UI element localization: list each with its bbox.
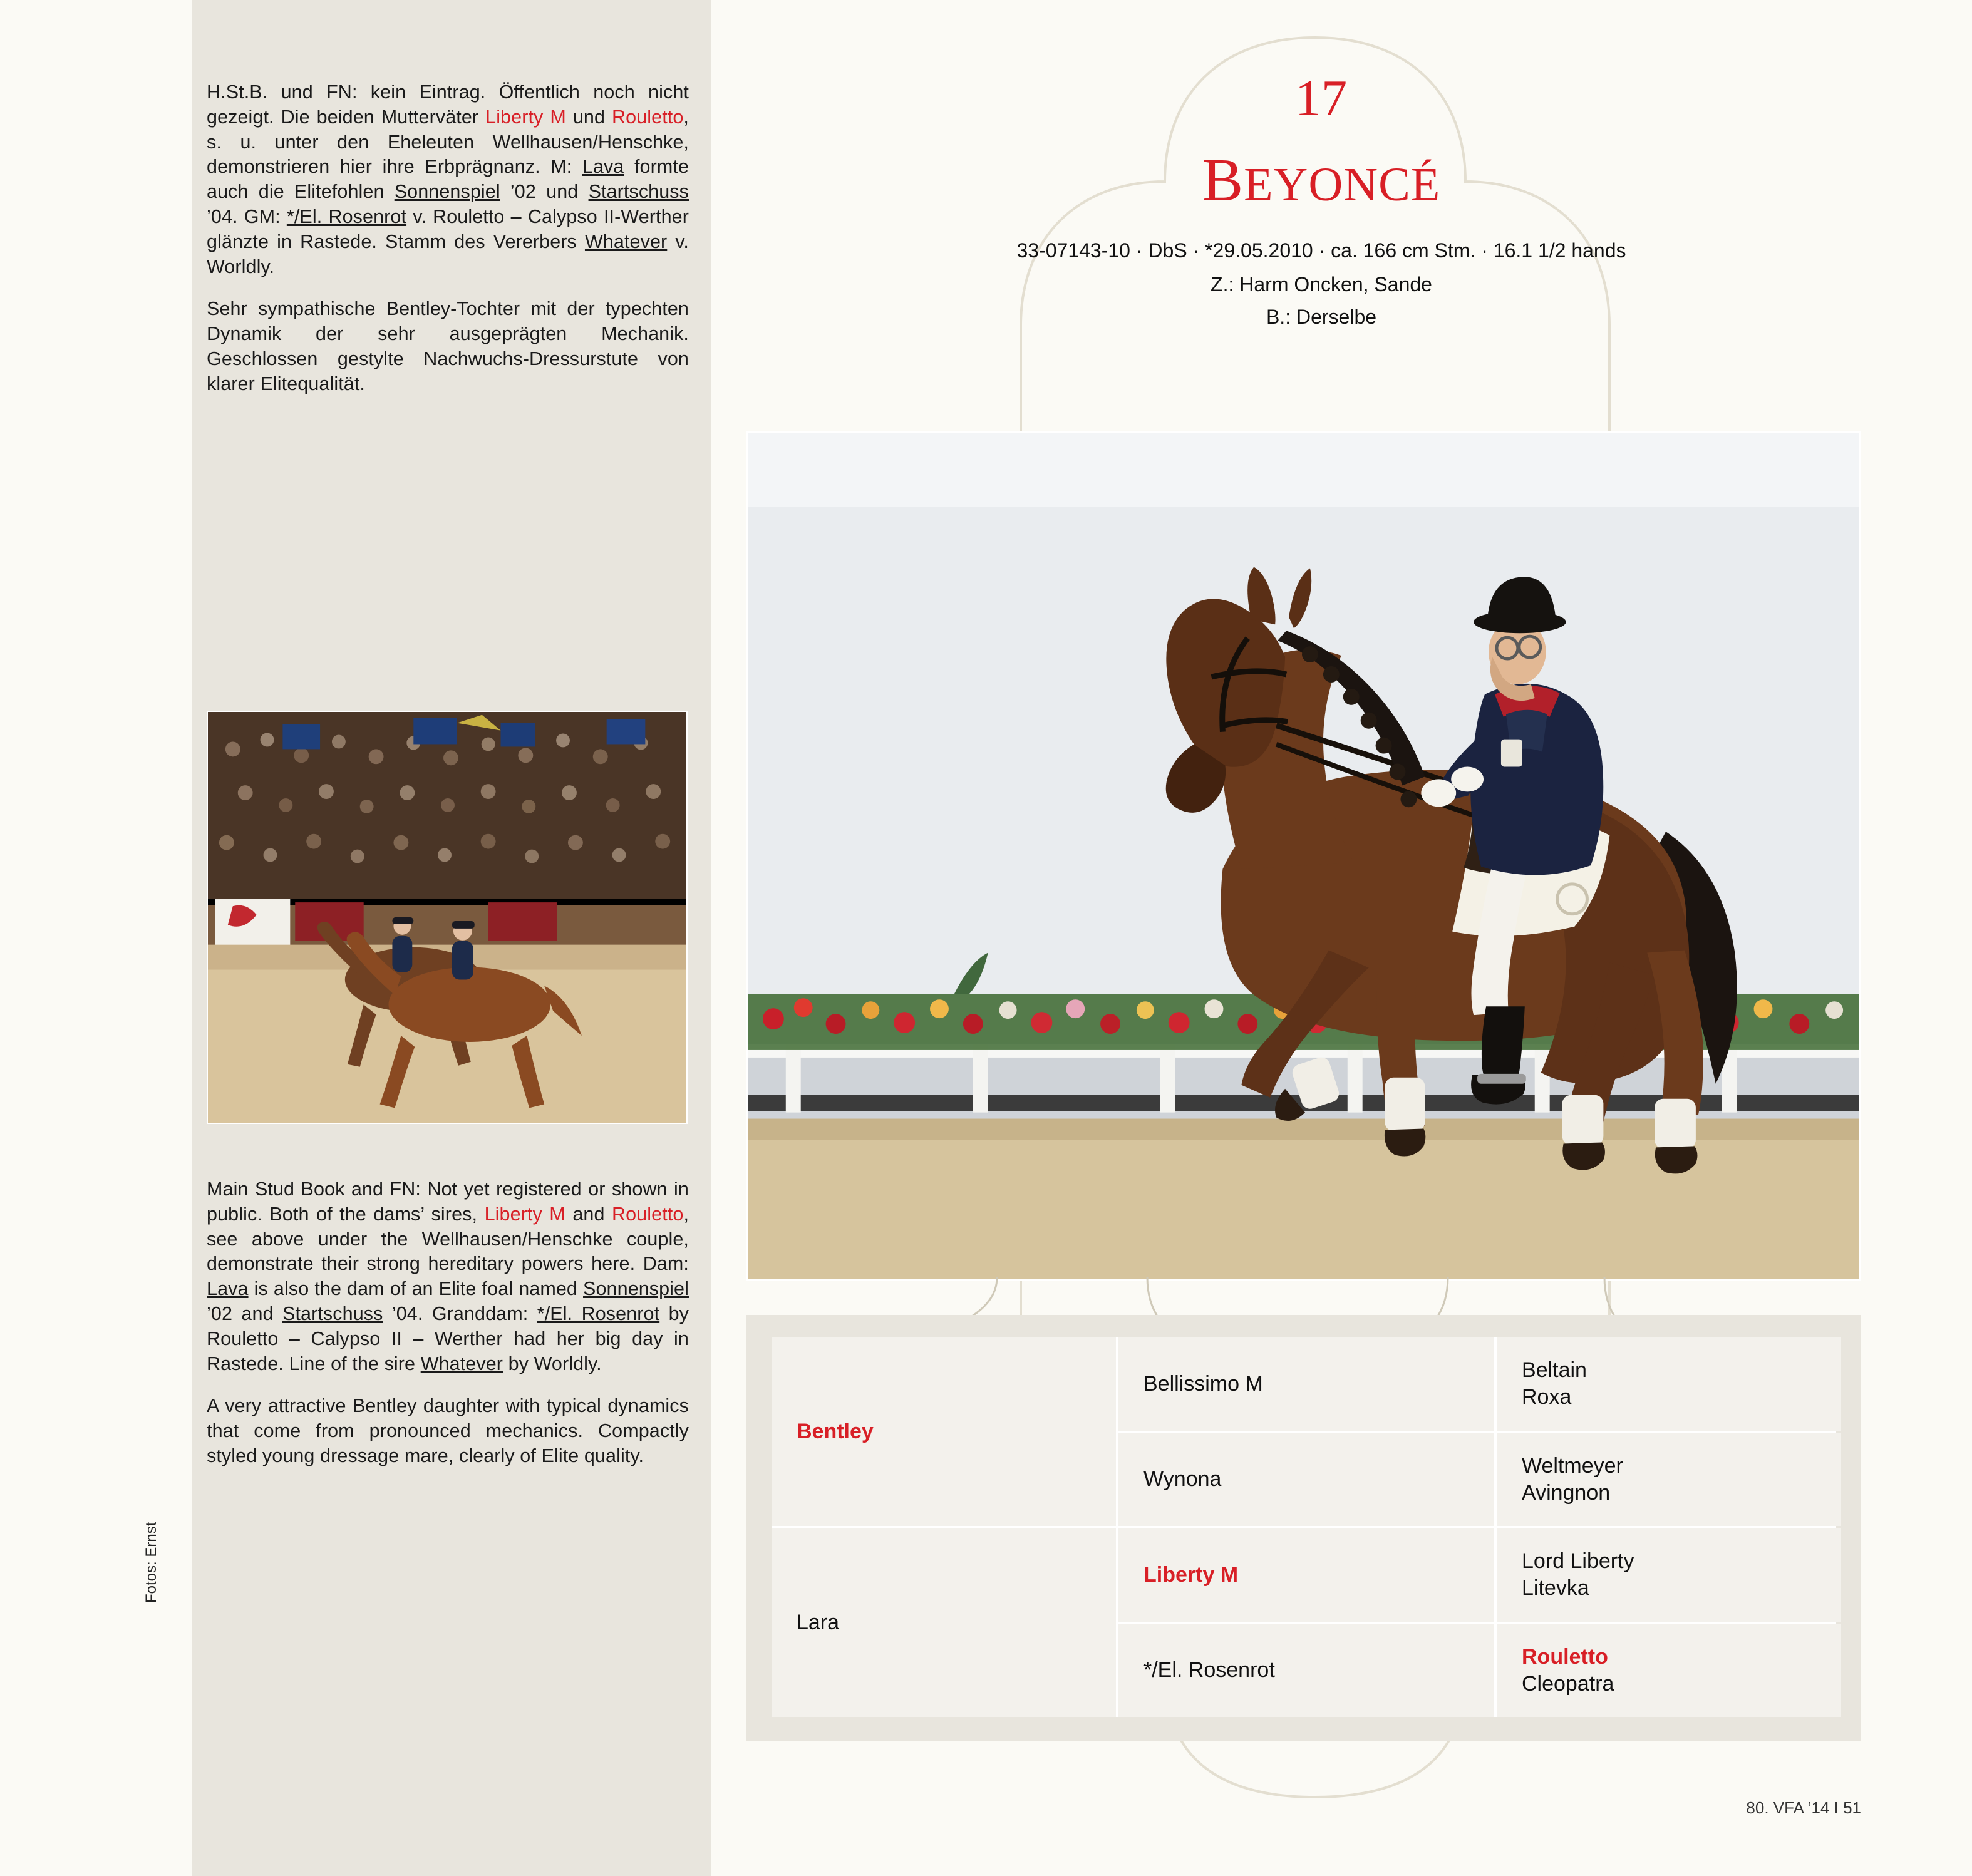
pedigree-dam-dam-name: */El. Rosenrot	[1143, 1658, 1275, 1683]
english-description	[207, 1177, 689, 1469]
secondary-photo	[207, 711, 688, 1124]
german-paragraph-1: H.St.B. und FN: kein Eintrag. Öffentlich noch nicht gezeigt. Die beiden Mutterväter Liberty M und Rouletto, s. u. unter den Eheleuten Wellhausen/Henschke, demonstrieren hier ihre Erbprägnanz. M: Lava formte auch die Elitefohlen Sonnenspiel ’02 und Startschuss ’04. GM: */El. Rosenrot v. Rouletto – Calypso II-Werther glänzte in Rastede. Stamm des Vererbers Whatever v. Worldly.	[207, 81, 689, 277]
pedigree-sire-sire-name: Bellissimo M	[1143, 1371, 1263, 1396]
photo-credit: Fotos: Ernst	[143, 1522, 160, 1603]
pedigree-gen3-1-line2: Roxa	[1522, 1385, 1572, 1410]
pedigree-dam-dam	[1118, 1624, 1494, 1718]
english-paragraph-1: Main Stud Book and FN: Not yet registered or shown in public. Both of the dams’ sires, Liberty M and Rouletto, see above under the Wellhausen/Henschke couple, demonstrate their strong hereditary powers here. Dam: Lava is also the dam of an Elite foal named Sonnenspiel ’02 and Startschuss ’04. Granddam: */El. Rosenrot by Rouletto – Calypso II – Werther had her big day in Rastede. Line of the sire Whatever by Worldly.	[207, 1178, 689, 1374]
pedigree-panel	[746, 1315, 1861, 1741]
pedigree-gen3-1	[1497, 1337, 1841, 1431]
pedigree-table	[772, 1337, 1836, 1717]
pedigree-dam: Lara	[772, 1528, 1116, 1717]
german-paragraph-2: Sehr sympathische Bentley-Tochter mit der typechten Dynamik der sehr ausgeprägten Mechanik. Geschlossen gestylte Nachwuchs-Dressurstute von klarer Elitequalität.	[207, 298, 689, 394]
german-description	[207, 80, 689, 397]
pedigree-sire-sire	[1118, 1337, 1494, 1431]
horse-name-rest: EYONCÉ	[1244, 158, 1441, 211]
pedigree-dam-sire	[1118, 1528, 1494, 1622]
pedigree-gen3-4	[1497, 1624, 1841, 1718]
pedigree-gen3-2-line2: Avingnon	[1522, 1480, 1611, 1505]
pedigree-gen3-1-line1: Beltain	[1522, 1358, 1587, 1383]
pedigree-gen3-3	[1497, 1528, 1841, 1622]
pedigree-gen3-4-line1: Rouletto	[1522, 1644, 1608, 1669]
english-paragraph-2: A very attractive Bentley daughter with typical dynamics that come from pronounced mechanics. Compactly styled young dressage mare, clearly of Elite quality.	[207, 1395, 689, 1466]
pedigree-gen3-3-line2: Litevka	[1522, 1576, 1589, 1600]
main-photo	[746, 431, 1861, 1281]
pedigree-sire-dam	[1118, 1433, 1494, 1527]
breeder-line: Z.: Harm Oncken, Sande	[1211, 273, 1432, 296]
owner-line: B.: Derselbe	[1266, 306, 1377, 328]
pedigree-gen3-3-line1: Lord Liberty	[1522, 1549, 1634, 1574]
pedigree-gen3-4-line2: Cleopatra	[1522, 1671, 1614, 1696]
pedigree-gen3-2-line1: Weltmeyer	[1522, 1453, 1623, 1478]
pedigree-sire-dam-name: Wynona	[1143, 1467, 1222, 1492]
horse-name	[1002, 145, 1641, 215]
pedigree-sire: Bentley	[772, 1337, 1116, 1526]
horse-name-initial: B	[1202, 147, 1244, 214]
pedigree-dam-sire-name: Liberty M	[1143, 1562, 1239, 1587]
pedigree-gen3-2	[1497, 1433, 1841, 1527]
page-footer: 80. VFA ’14 I 51	[1746, 1798, 1861, 1817]
catalog-number: 17	[1295, 70, 1348, 126]
identification-line: 33-07143-10 · DbS · *29.05.2010 · ca. 166 cm Stm. · 16.1 1/2 hands	[1016, 239, 1626, 262]
